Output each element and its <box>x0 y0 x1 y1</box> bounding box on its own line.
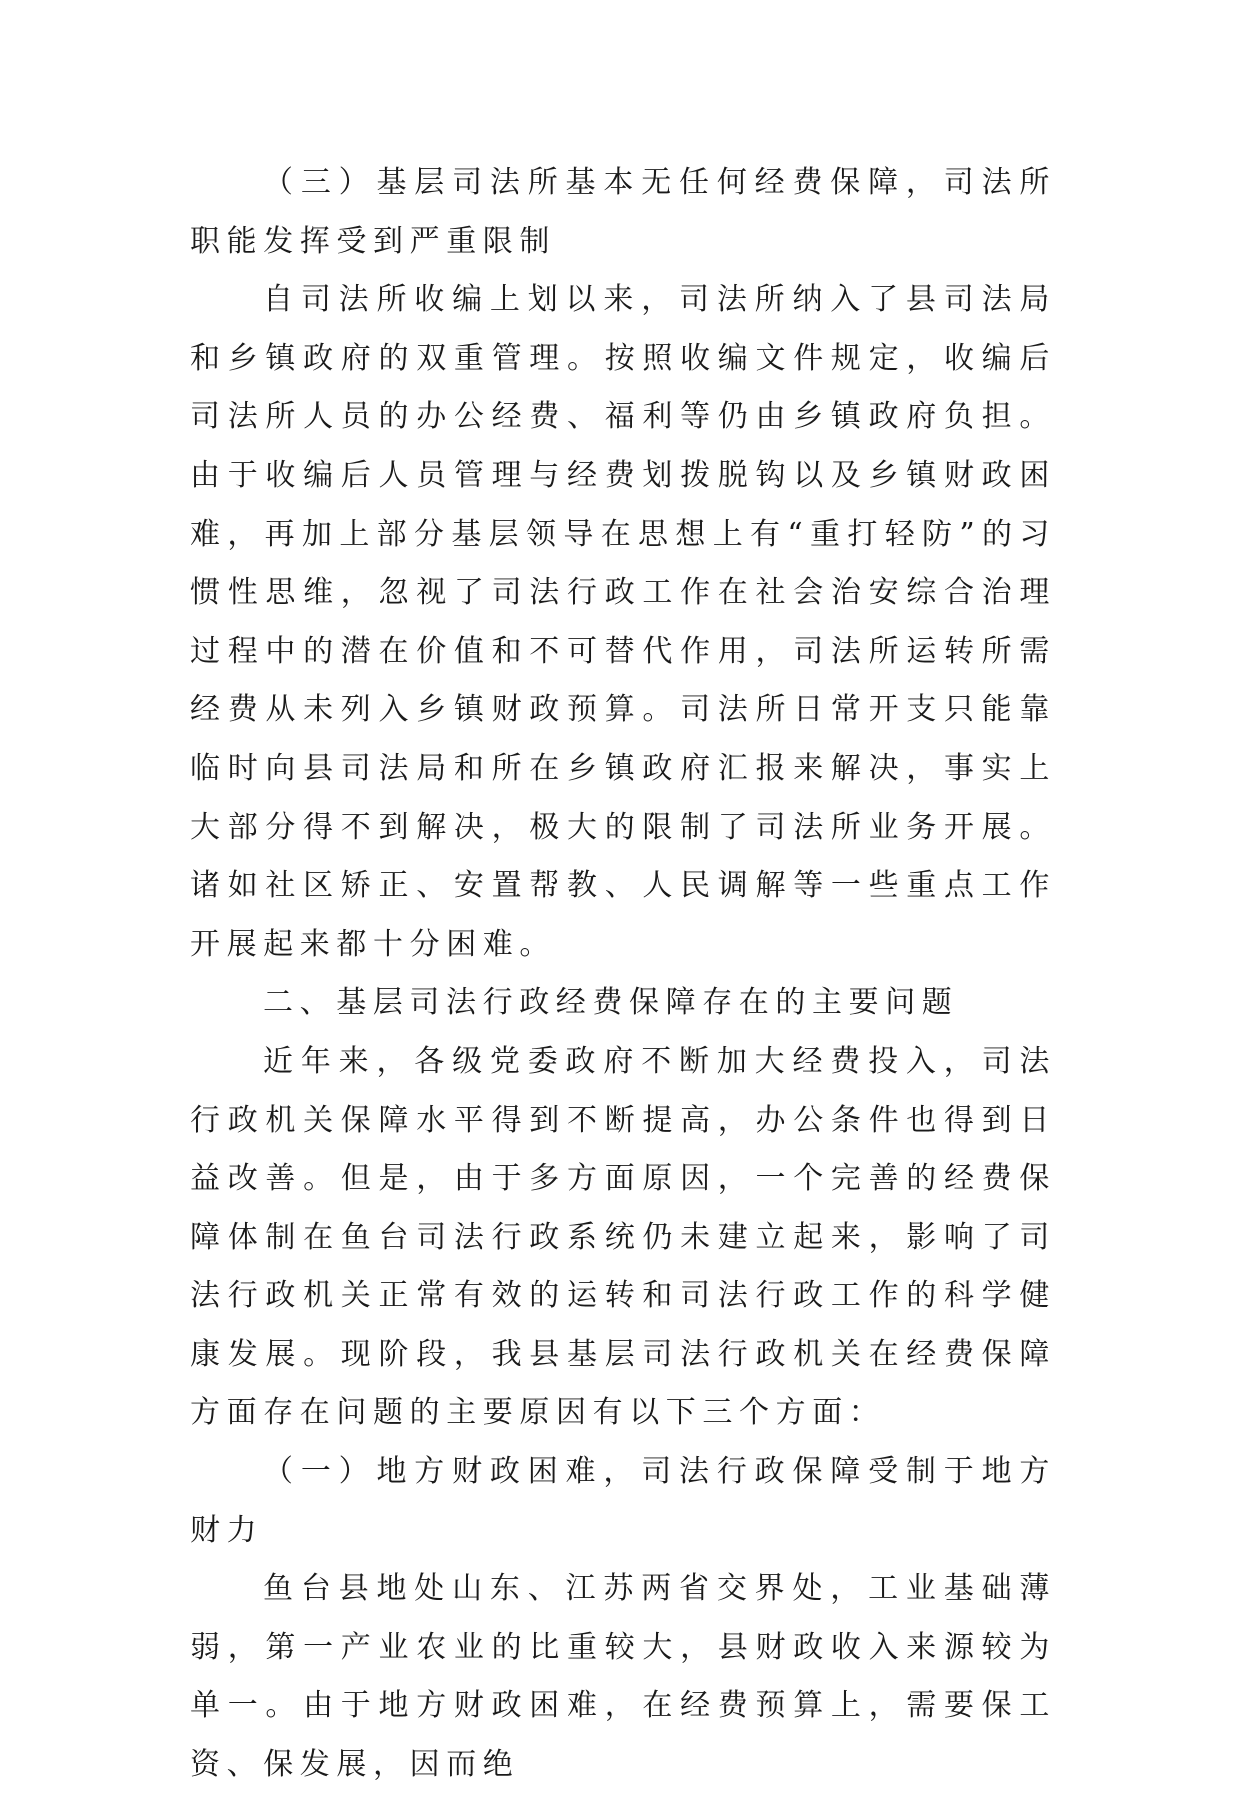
section-heading-one: （一）地方财政困难，司法行政保障受制于地方财力 <box>190 1454 1056 1548</box>
section-heading-three: （三）基层司法所基本无任何经费保障，司法所职能发挥受到严重限制 <box>190 165 1056 259</box>
body-paragraph: 近年来，各级党委政府不断加大经费投入，司法行政机关保障水平得到不断提高，办公条件也得到日益改善。但是，由于多方面原因，一个完善的经费保障体制在鱼台司法行政系统仍未建立起来，影响了司法行政机关正常有效的运转和司法行政工作的科学健康发展。现阶段，我县基层司法行政机关在经费保障方面存在问题的主要原因有以下三个方面： <box>190 1043 1056 1431</box>
body-paragraph: 自司法所收编上划以来，司法所纳入了县司法局和乡镇政府的双重管理。按照收编文件规定，收编后司法所人员的办公经费、福利等仍由乡镇政府负担。由于收编后人员管理与经费划拨脱钩以及乡镇财政困难，再加上部分基层领导在思想上有“重打轻防”的习惯性思维，忽视了司法行政工作在社会治安综合治理过程中的潜在价值和不可替代作用，司法所运转所需经费从未列入乡镇财政预算。司法所日常开支只能靠临时向县司法局和所在乡镇政府汇报来解决，事实上大部分得不到解决，极大的限制了司法所业务开展。诸如社区矫正、安置帮教、人民调解等一些重点工作开展起来都十分困难。 <box>190 282 1056 962</box>
document-body <box>190 154 1056 1795</box>
body-paragraph: 鱼台县地处山东、江苏两省交界处，工业基础薄弱，第一产业农业的比重较大，县财政收入来源较为单一。由于地方财政困难，在经费预算上，需要保工资、保发展，因而绝 <box>190 1571 1056 1783</box>
chapter-heading-two: 二、基层司法行政经费保障存在的主要问题 <box>263 985 959 1021</box>
